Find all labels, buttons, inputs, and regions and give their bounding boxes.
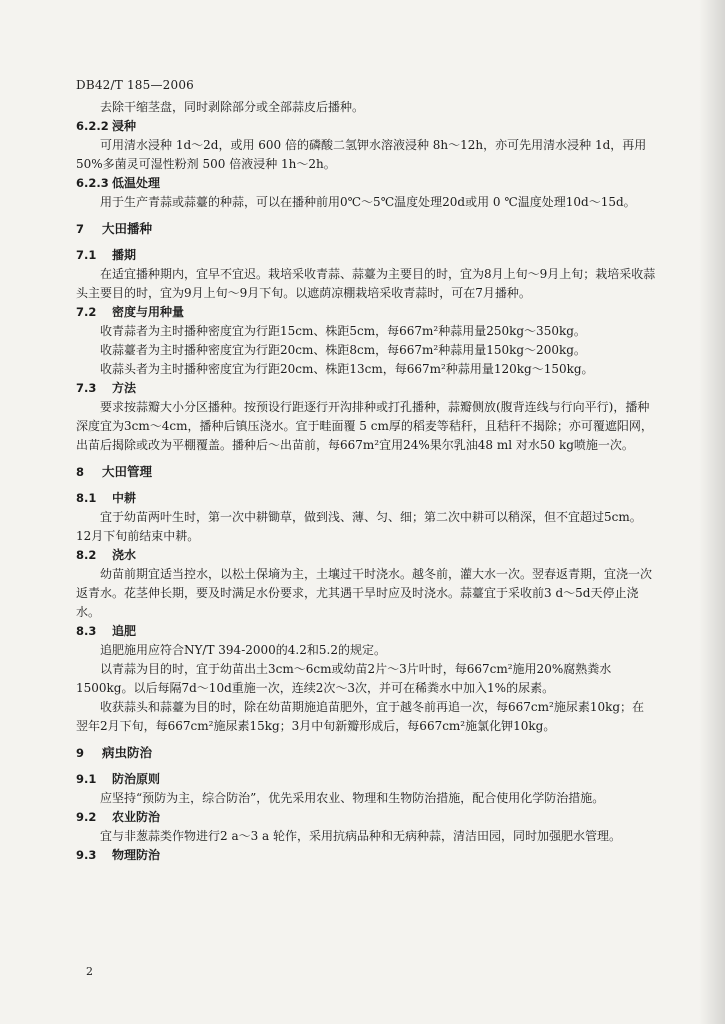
section-heading <box>76 743 656 763</box>
paragraph: 要求按蒜瓣大小分区播种。按预设行距逐行开沟排种或打孔播种，蒜瓣侧放(腹背连线与行向平行)，播种深度宜为3cm～4cm，播种后镇压浇水。宜于畦面覆 5 cm厚的稻麦等秸秆，且秸秆不揭除；亦可覆遮阳网，出苗后揭除或改为平棚覆盖。播种后～出苗前，每667m²宜用24%果尔乳油48 ml 对水50 kg喷施一次。 <box>76 400 653 452</box>
paragraph: 可用清水浸种 1d～2d，或用 600 倍的磷酸二氢钾水溶液浸种 8h～12h，亦可先用清水浸种 1d，再用 50%多菌灵可湿性粉剂 500 倍液浸种 1h～2h。 <box>76 138 647 171</box>
section-heading <box>76 462 656 482</box>
section-title: 防治原则 <box>112 772 161 786</box>
subsection-heading <box>76 546 656 565</box>
section-number: 7 <box>76 222 85 236</box>
section-number: 9.3 <box>76 848 97 862</box>
section-title: 追肥 <box>112 624 137 638</box>
subsection-heading <box>76 246 656 265</box>
paragraph: 去除干缩茎盘，同时剥除部分或全部蒜皮后播种。 <box>100 100 365 114</box>
section-number: 9 <box>76 746 85 760</box>
section-number: 9.2 <box>76 810 97 824</box>
section-title: 浇水 <box>112 548 137 562</box>
paragraph: 收获蒜头和蒜薹为目的时，除在幼苗期施追苗肥外，宜于越冬前再追一次，每667cm²施尿素10kg；在翌年2月下旬，每667cm²施尿素15kg；3月中旬新瓣形成后，每667cm²施氯化钾10kg。 <box>76 700 645 733</box>
section-number: 8.2 <box>76 548 97 562</box>
subsection-heading <box>76 117 656 136</box>
subsection-heading <box>76 808 656 827</box>
section-title: 大田管理 <box>102 464 153 479</box>
scan-edge-shadow <box>699 0 725 1024</box>
subsection-heading <box>76 489 656 508</box>
section-heading <box>76 219 656 239</box>
section-number: 8.3 <box>76 624 97 638</box>
section-title: 浸种 <box>112 119 137 133</box>
document-body <box>76 98 656 865</box>
section-title: 大田播种 <box>102 221 153 236</box>
subsection-heading <box>76 379 656 398</box>
paragraph: 应坚持“预防为主，综合防治”，优先采用农业、物理和生物防治措施，配合使用化学防治措施。 <box>100 791 605 805</box>
document-code: DB42/T 185—2006 <box>76 78 195 92</box>
subsection-heading <box>76 622 656 641</box>
section-title: 低温处理 <box>112 176 161 190</box>
paragraph: 宜与非葱蒜类作物进行2 a～3 a 轮作，采用抗病品种和无病种蒜，清洁田园，同时加强肥水管理。 <box>100 829 622 843</box>
subsection-heading <box>76 303 656 322</box>
section-title: 中耕 <box>112 491 137 505</box>
subsection-heading <box>76 174 656 193</box>
paragraph: 幼苗前期宜适当控水，以松土保墒为主，土壤过干时浇水。越冬前，灌大水一次。翌春返青期，宜浇一次返青水。花茎伸长期，要及时满足水份要求，尤其遇干旱时应及时浇水。蒜薹宜于采收前3 d～5d天停止浇水。 <box>76 567 653 619</box>
section-title: 密度与用种量 <box>112 305 185 319</box>
section-number: 6.2.3 <box>76 176 109 190</box>
paragraph: 在适宜播种期内，宜早不宜迟。栽培采收青蒜、蒜薹为主要目的时，宜为8月上旬～9月上旬；栽培采收蒜头主要目的时，宜为9月上旬～9月下旬。以遮荫凉棚栽培采收青蒜时，可在7月播种。 <box>76 267 656 300</box>
section-title: 农业防治 <box>112 810 161 824</box>
section-number: 6.2.2 <box>76 119 109 133</box>
section-number: 7.3 <box>76 381 97 395</box>
subsection-heading <box>76 770 656 789</box>
section-title: 方法 <box>112 381 137 395</box>
section-title: 物理防治 <box>112 848 161 862</box>
section-title: 病虫防治 <box>102 745 153 760</box>
paragraph: 以青蒜为目的时，宜于幼苗出土3cm～6cm或幼苗2片～3片叶时，每667cm²施用20%腐熟粪水1500kg。以后每隔7d～10d重施一次，连续2次～3次，并可在稀粪水中加入1%的尿素。 <box>76 662 612 695</box>
paragraph: 收蒜薹者为主时播种密度宜为行距20cm、株距8cm，每667m²种蒜用量150kg～200kg。 <box>100 343 586 357</box>
paragraph: 用于生产青蒜或蒜薹的种蒜，可以在播种前用0℃～5℃温度处理20d或用 0 ℃温度处理10d～15d。 <box>100 195 636 209</box>
section-title: 播期 <box>112 248 137 262</box>
paragraph: 宜于幼苗两叶生时，第一次中耕锄草，做到浅、薄、匀、细；第二次中耕可以稍深，但不宜超过5cm。12月下旬前结束中耕。 <box>76 510 642 543</box>
paragraph: 追肥施用应符合NY/T 394-2000的4.2和5.2的规定。 <box>100 643 386 657</box>
paragraph: 收蒜头者为主时播种密度宜为行距20cm、株距13cm，每667m²种蒜用量120kg～150kg。 <box>100 362 594 376</box>
paragraph: 收青蒜者为主时播种密度宜为行距15cm、株距5cm，每667m²种蒜用量250kg～350kg。 <box>100 324 586 338</box>
section-number: 8 <box>76 465 85 479</box>
section-number: 9.1 <box>76 772 97 786</box>
subsection-heading <box>76 846 656 865</box>
section-number: 7.2 <box>76 305 97 319</box>
section-number: 7.1 <box>76 248 97 262</box>
section-number: 8.1 <box>76 491 97 505</box>
page-number: 2 <box>86 965 93 978</box>
